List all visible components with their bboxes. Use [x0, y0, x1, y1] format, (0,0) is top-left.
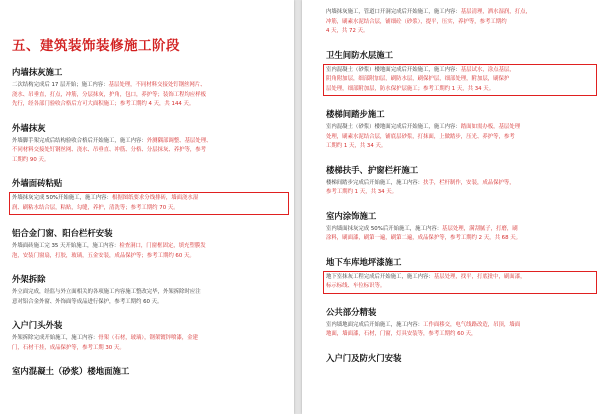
- document-page-right: [302, 0, 600, 414]
- highlighted-text: 处理，刷素水泥结合层，铺底层砂浆，打抹面，上做踏步，压光、养护等，参考: [326, 133, 515, 140]
- highlighted-text: 泡，安装门窗扇，打胶，玻璃，五金安装，成品保护等；参考工期约 60 天。: [12, 252, 195, 259]
- section-heading: 室内混凝土（砂浆）楼地面施工: [12, 366, 130, 376]
- body-text: 外架拆除完成开始施工，施工内容：: [12, 335, 99, 341]
- highlighted-text: 冲筋，刷素水泥结合层，铺细砼（砂浆），提平，压实，养护等，参考工期约: [326, 18, 507, 25]
- highlighted-text: 涂料，刷面漆，刷第一遍，刷第二遍，成品保护等，参考工期约 2 天，共 68 天。: [326, 235, 522, 241]
- section-heading: 楼梯扶手、护窗栏杆施工: [326, 164, 419, 175]
- highlighted-paragraph: [323, 271, 597, 294]
- section-paragraph: [326, 123, 594, 152]
- section-heading: 地下车库地坪漆施工: [326, 256, 402, 267]
- section-paragraph: [326, 225, 594, 244]
- highlighted-text: 标示标线、车位标识等。: [326, 283, 386, 289]
- body-text: 二次结构完成后 17 层开始；施工内容：: [12, 82, 109, 88]
- section-paragraph: [326, 321, 594, 340]
- body-text: 外墙脚手架完成后结构验收合格后开始施工，施工内容：: [12, 137, 147, 144]
- body-text: 外墙面砖施工完 35 天开始施工，施工内容：: [12, 243, 120, 249]
- section-heading: 外架拆除: [12, 274, 46, 284]
- body-text: 内墙抹灰施工，管道口开洞完成后开始施工，施工内容：: [326, 9, 461, 15]
- section-paragraph: [12, 334, 286, 353]
- highlighted-text: 基层处理，找平，打底批中，刷面漆，: [433, 273, 526, 280]
- highlighted-text: 骨架（石材，玻璃），钢架镀锌喷漆，金建: [98, 335, 198, 341]
- highlighted-text: 工期约 90 天。: [12, 156, 50, 163]
- highlighted-text: 基层试水，涂点基层，: [460, 66, 515, 73]
- page-left-content: [12, 6, 286, 380]
- highlighted-text: 扶手，栏杆制作，安装，成品保护等，: [423, 179, 515, 186]
- body-text: 室内墙面抹灰完成 50%后开始施工，施工内容：: [326, 225, 443, 232]
- highlighted-text: 工期约 1 天，共 34 天。: [326, 143, 387, 149]
- section-heading: 入户门头外装: [12, 320, 63, 330]
- highlighted-paragraph: [9, 192, 289, 215]
- highlighted-text: 基层处理，不同材料交接处钉钢丝网片、: [108, 82, 206, 88]
- highlighted-paragraph: [323, 64, 597, 97]
- section-paragraph: [326, 8, 594, 37]
- section-heading: 外墙抹灰: [12, 122, 46, 133]
- body-text: 室内混凝土（砂浆）楼地面完成后开始施工，施工内容：: [326, 66, 461, 73]
- section-paragraph: [12, 137, 286, 166]
- body-text: 楼梯间踏步完成后开始施工，施工内容：: [326, 179, 424, 186]
- section-paragraph: [12, 242, 286, 261]
- highlighted-text: 门，石材干挂，成品保护等，参考工期 30 天。: [12, 344, 125, 351]
- section-heading: 卫生间防水层施工: [326, 49, 393, 60]
- section-heading: 铝合金门窗、阳台栏杆安装: [12, 228, 113, 238]
- highlighted-text: 4 天，共 72 天。: [326, 28, 369, 34]
- highlighted-text: 外测隅部调整、基层处理、: [146, 137, 212, 144]
- highlighted-text: 层处理，细部附加层，防水保护层施工；参考工期约 1 天，共 34 天。: [326, 85, 495, 92]
- body-text: 室内混凝土（砂浆）楼地面完成后开始施工，施工内容：: [326, 124, 461, 130]
- body-text: 室内墙地面完成后开始施工，施工内容：: [326, 321, 424, 328]
- section-paragraph: [12, 81, 286, 110]
- body-text: 外墙抹灰完成 50%开始施工，施工内容：: [12, 195, 112, 201]
- body-text: 意对铝合金外窗、外饰面等成品进行保护，参考工期约 60 天。: [12, 298, 163, 305]
- body-text: 地下室抹灰工程完成后开始施工，施工内容：: [326, 273, 434, 280]
- highlighted-text: 工作面移交，电气线路改造，吊顶，墙面: [423, 321, 521, 328]
- highlighted-text: 参考工期约 1 天，共 34 天。: [326, 189, 398, 195]
- highlighted-text: 基层清理，洒水湿润，打点，: [460, 9, 531, 15]
- section-heading: 入户门及防火门安装: [326, 352, 402, 363]
- highlighted-text: 先行，经各部门验收合格后方可大面积施工；参考工期约 4 天，共 144 天。: [12, 101, 195, 107]
- section-heading: 楼梯间踏步施工: [326, 109, 385, 119]
- section-heading: 外墙面砖粘贴: [12, 178, 63, 188]
- page-right-content: [326, 8, 594, 367]
- highlighted-text: 检查洞口，门窗框固定，填充塑膜发: [119, 243, 206, 249]
- section-paragraph: [12, 288, 286, 307]
- highlighted-text: 阴角附加层，细部附加层，刷防水层，刷保护层，细部处理，附加层，刷保护: [326, 76, 510, 82]
- highlighted-text: 根据图纸要求分线排砖，墙面浇水湿: [111, 195, 199, 201]
- section-heading: 室内涂饰施工: [326, 210, 377, 221]
- highlighted-text: 不同材料交接处钉钢丝网、浇水、吊垂直、冲筋、分格、分层抹灰、养护等，参考: [12, 147, 207, 153]
- body-text: 外立面完成，经监与外立面相关的各项施工内容施工整改完毕，外架拆除时应注: [12, 289, 201, 295]
- section-heading: 公共部分精装: [326, 306, 377, 317]
- highlighted-text: 地面，墙面漆，石材，门窗，灯具安装等，参考工期约 60 天，: [326, 331, 477, 337]
- highlighted-text: 基层处理，满刮腻子，打磨，刷: [442, 225, 518, 232]
- section-heading: 内墙抹灰施工: [12, 67, 63, 77]
- highlighted-text: 踏面如需办板，基层处理: [460, 124, 521, 130]
- highlighted-text: 浇水、吊垂直，打点，冲筋，分层抹灰，护角，包口，养护等；装饰工程均应样板: [12, 91, 207, 98]
- document-title: 五、建筑装饰装修施工阶段: [12, 38, 180, 54]
- document-page-left: [0, 0, 294, 414]
- section-paragraph: [326, 179, 594, 198]
- highlighted-text: 润、刷粘水结合层，粘贴，勾缝，养护，清洗等；参考工期约 70 天。: [12, 204, 179, 211]
